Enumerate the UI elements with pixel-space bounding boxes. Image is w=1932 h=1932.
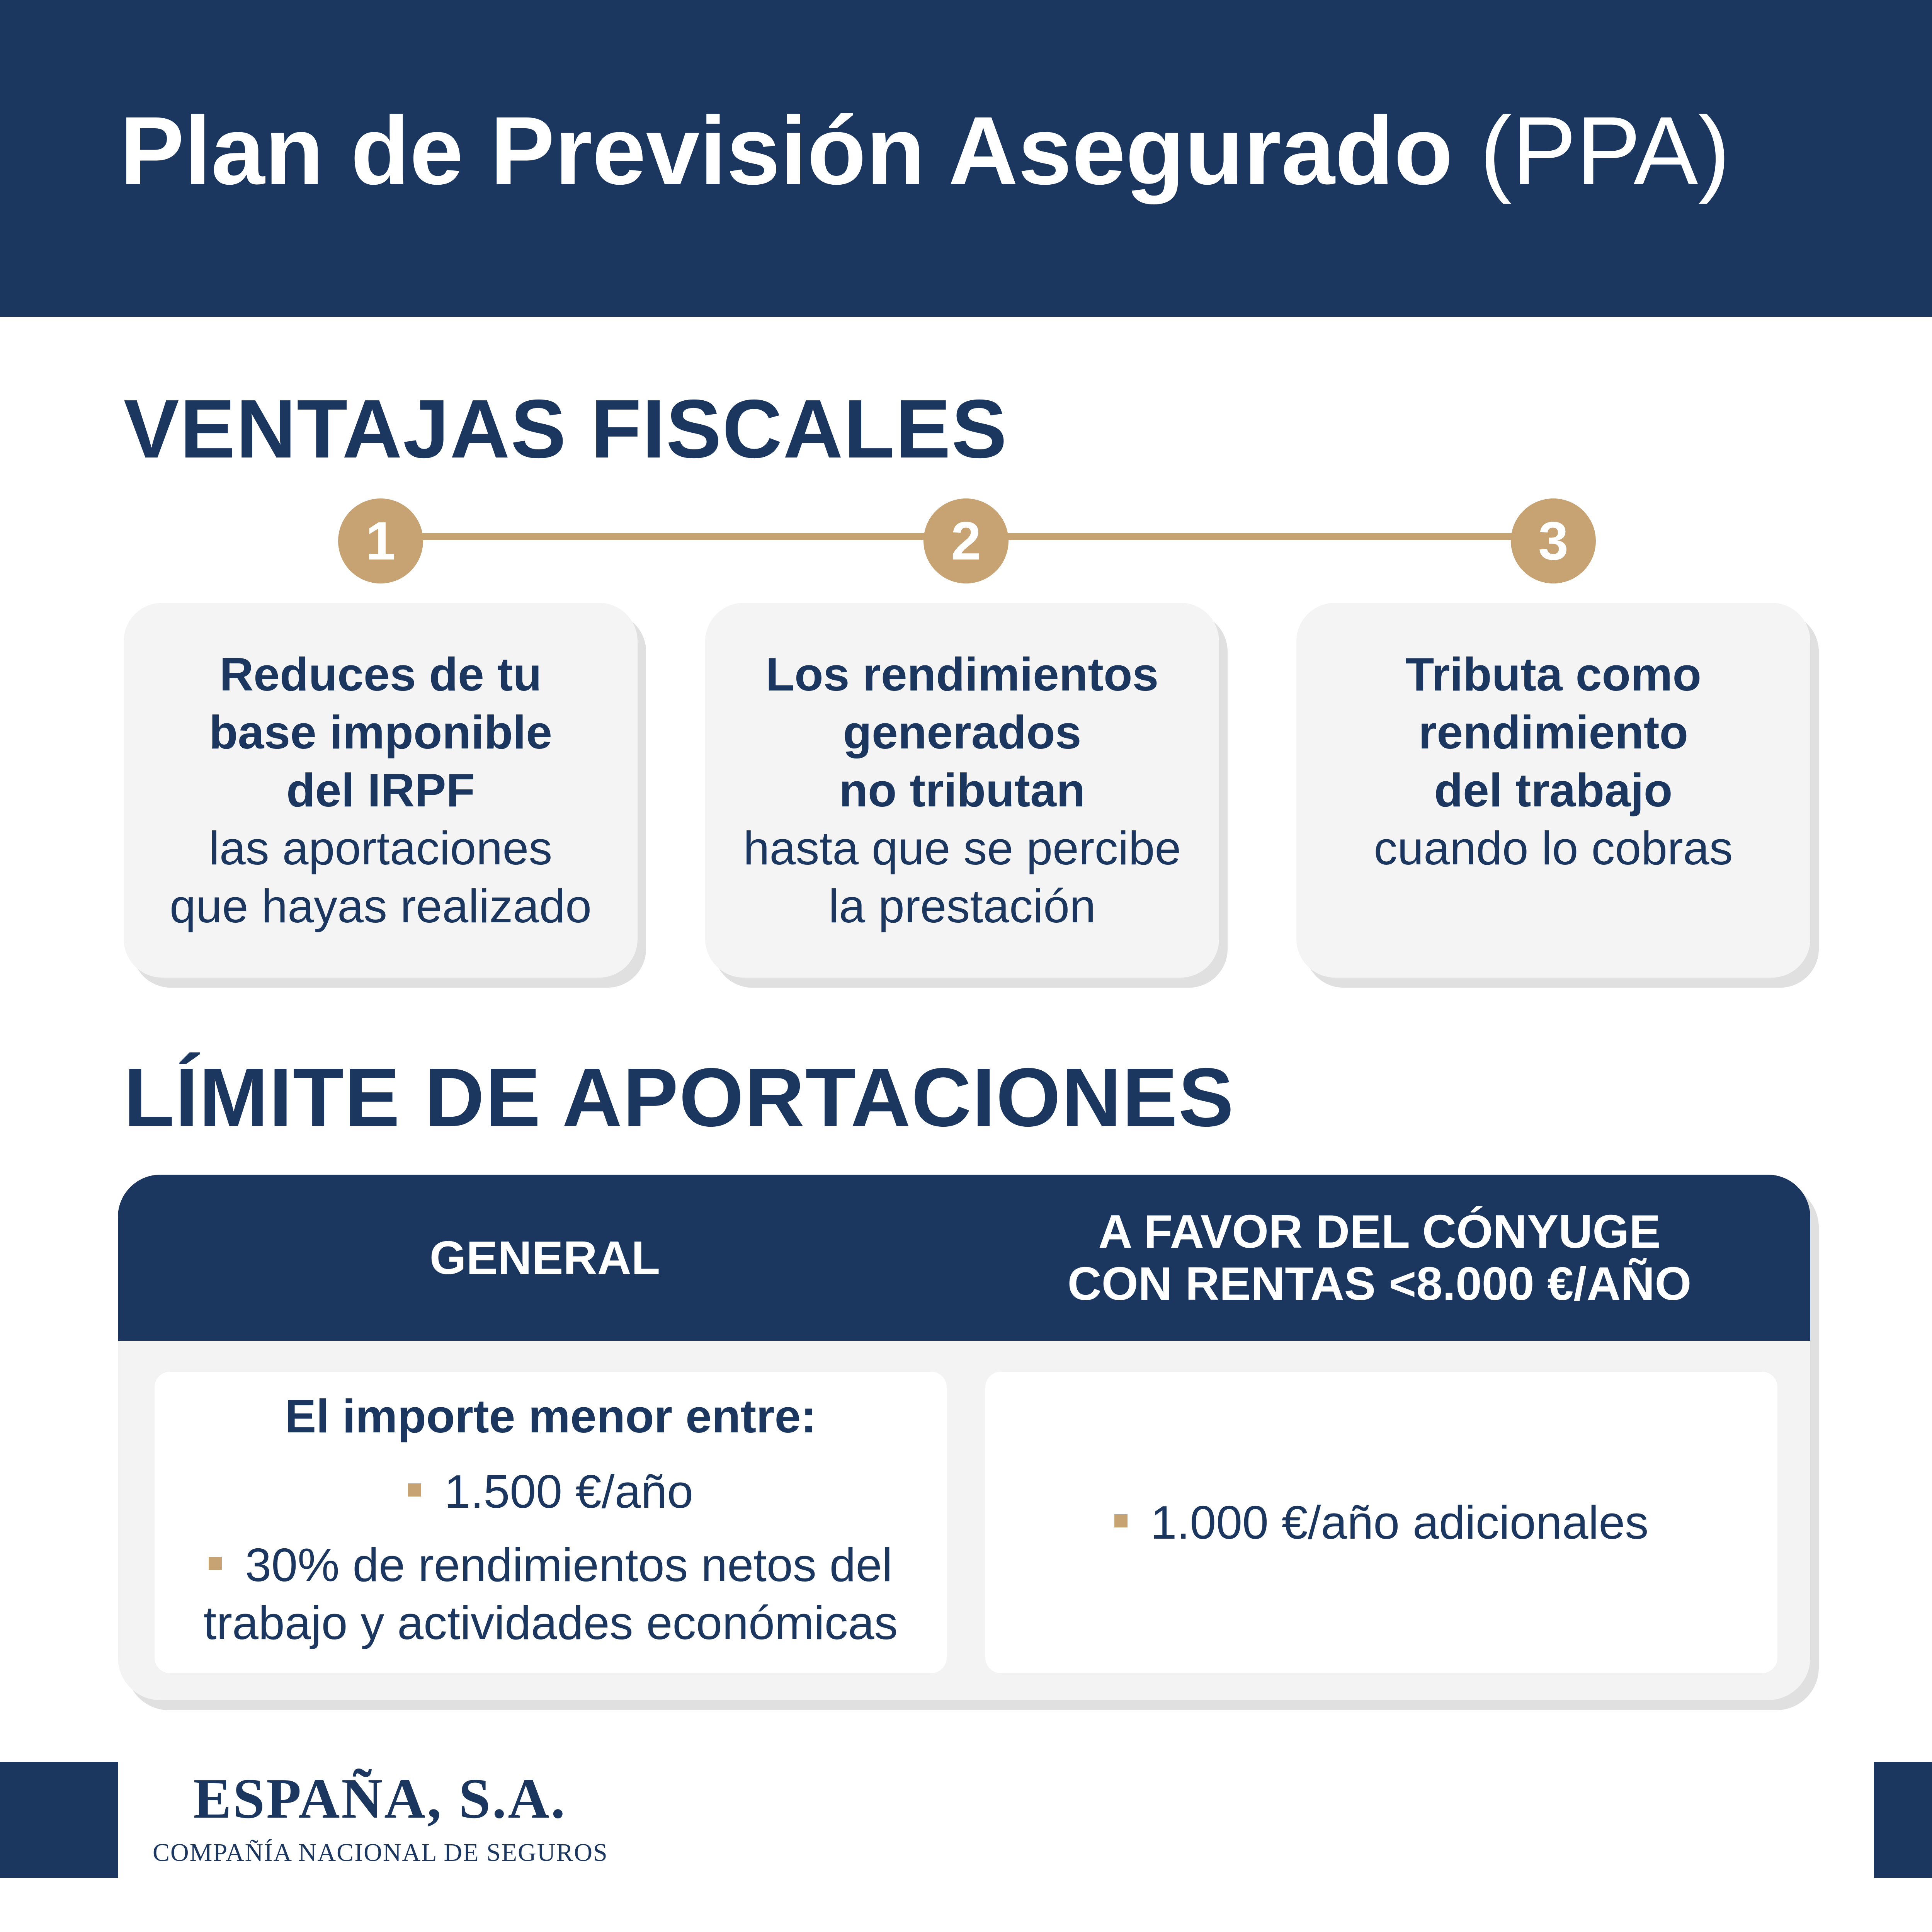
benefit-card-1	[124, 603, 638, 978]
benefit-title: Tributa como rendimiento del trabajo	[1405, 648, 1701, 816]
limits-table	[118, 1175, 1810, 1700]
limit-item-text: 1.000 €/año adicionales	[1150, 1496, 1649, 1549]
column-header-conyuge: A FAVOR DEL CÓNYUGE CON RENTAS <8.000 €/AÑO	[1067, 1205, 1692, 1310]
limit-item-text: 1.500 €/año	[444, 1465, 694, 1518]
page-title-bold: Plan de Previsión Asegurado	[120, 97, 1453, 204]
footer-accent-left	[0, 1762, 118, 1878]
limit-lead-text: El importe menor entre:	[284, 1390, 817, 1442]
step-number-2: 2	[923, 498, 1009, 583]
company-logo-name: ESPAÑA, S.A.	[193, 1767, 567, 1830]
ventajas-heading: VENTAJAS FISCALES	[124, 382, 1008, 475]
benefit-detail: las aportaciones que hayas realizado	[170, 822, 592, 932]
benefit-detail: cuando lo cobras	[1374, 822, 1733, 874]
benefit-title: Reduces de tu base imponible del IRPF	[209, 648, 553, 816]
step-number-3: 3	[1511, 498, 1596, 583]
limit-item-text: 30% de rendimientos netos del trabajo y actividades económicas	[203, 1539, 898, 1649]
limit-item	[408, 1463, 694, 1520]
square-bullet-icon	[209, 1557, 222, 1570]
page-title-light: (PPA)	[1480, 97, 1730, 204]
limit-cell-general	[155, 1372, 947, 1673]
limit-cell-conyuge	[985, 1372, 1777, 1673]
limit-item	[1114, 1493, 1649, 1551]
page-title	[120, 93, 1730, 209]
benefit-title: Los rendimientos generados no tributan	[765, 648, 1159, 816]
footer-accent-right	[1874, 1762, 1932, 1878]
company-logo-tagline: COMPAÑÍA NACIONAL DE SEGUROS	[153, 1838, 608, 1867]
step-number-1: 1	[338, 498, 423, 583]
benefit-detail: hasta que se percibe la prestación	[743, 822, 1181, 932]
benefit-card-2	[705, 603, 1219, 978]
limit-item	[203, 1536, 898, 1652]
square-bullet-icon	[1114, 1514, 1128, 1527]
limite-heading: LÍMITE DE APORTACIONES	[124, 1051, 1235, 1144]
column-header-general: GENERAL	[429, 1231, 660, 1284]
benefit-card-3	[1296, 603, 1810, 978]
square-bullet-icon	[408, 1483, 421, 1497]
